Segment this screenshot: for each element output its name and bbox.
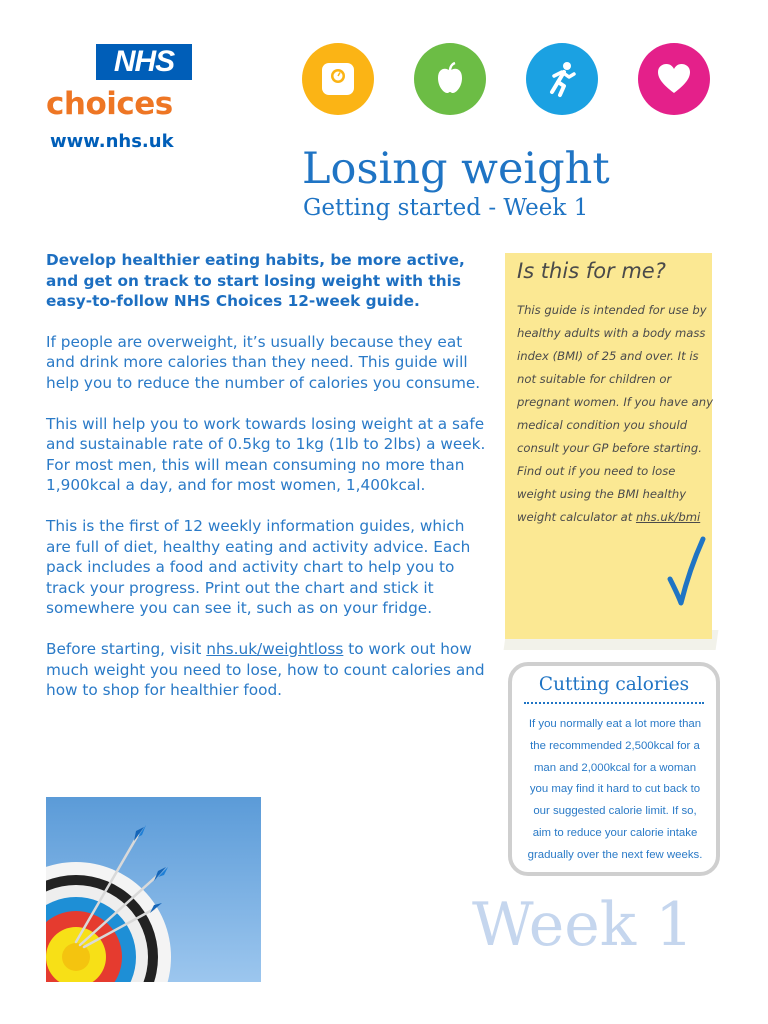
- sticky-note: [505, 253, 712, 639]
- sticky-note-body: [517, 299, 713, 529]
- apple-icon: [414, 43, 486, 115]
- cutting-calories-box: [508, 662, 720, 876]
- paragraph-3: This is the first of 12 weekly information guides, which are full of diet, healthy eating and activity advice. Each pack includes a food and activity chart to help you to track your progress. Print out the chart and stick it somewhere you can see it, such as on your fridge.: [46, 516, 471, 618]
- scale-icon: [302, 43, 374, 115]
- paragraph-1: If people are overweight, it’s usually because they eat and drink more calories than they need. This guide will help you to reduce the number of calories you consume.: [46, 332, 481, 392]
- paragraph-4: [46, 639, 486, 701]
- main-content: [46, 250, 486, 721]
- paragraph-2: This will help you to work towards losing weight at a safe and sustainable rate of 0.5kg to 1kg (1lb to 2lbs) a week. For most men, this will mean consuming no more than 1,900kcal a day, and for most women, 1,400kcal.: [46, 414, 486, 495]
- nhs-badge: NHS: [96, 44, 192, 80]
- week-label: Week 1: [472, 890, 694, 960]
- paragraph-4-rest: to work out how much weight you need to lose, how to count calories and how to shop for healthier food.: [46, 639, 485, 700]
- dotted-divider: [524, 702, 704, 704]
- page-subtitle: Getting started - Week 1: [303, 195, 589, 221]
- choices-wordmark: choices: [46, 86, 173, 122]
- cutting-calories-title: Cutting calories: [538, 674, 690, 695]
- sticky-note-title: Is this for me?: [517, 259, 666, 283]
- cutting-calories-body: If you normally eat a lot more than the recommended 2,500kcal for a man and 2,000kcal for a woman you may find it hard to cut back to our suggested calorie limit. If so, aim to reduce your calorie intake gradually over the next few weeks.: [527, 718, 703, 861]
- paragraph-4-lead: Before starting, visit: [46, 639, 207, 658]
- archery-target-photo: [46, 797, 261, 982]
- nhs-choices-logo: [46, 44, 196, 156]
- bmi-link[interactable]: nhs.uk/bmi: [635, 510, 701, 524]
- topic-icons: [300, 43, 720, 117]
- sticky-note-text: This guide is intended for use by healthy adults with a body mass index (BMI) of 25 and over. It is not suitable for children or pregnant women. If you have any medical condition you should consult your GP before starting. Find out if you need to lose weight using the BMI healthy weight calculator at: [517, 303, 713, 524]
- website-url: www.nhs.uk: [50, 131, 174, 152]
- page-title: Losing weight: [302, 144, 610, 194]
- intro-paragraph: Develop healthier eating habits, be more active, and get on track to start losing weight with this easy-to-follow NHS Choices 12-week guide.: [46, 251, 465, 311]
- checkmark-icon: [666, 535, 706, 607]
- running-person-icon: [526, 43, 598, 115]
- heart-icon: [638, 43, 710, 115]
- weightloss-link[interactable]: nhs.uk/weightloss: [206, 639, 344, 658]
